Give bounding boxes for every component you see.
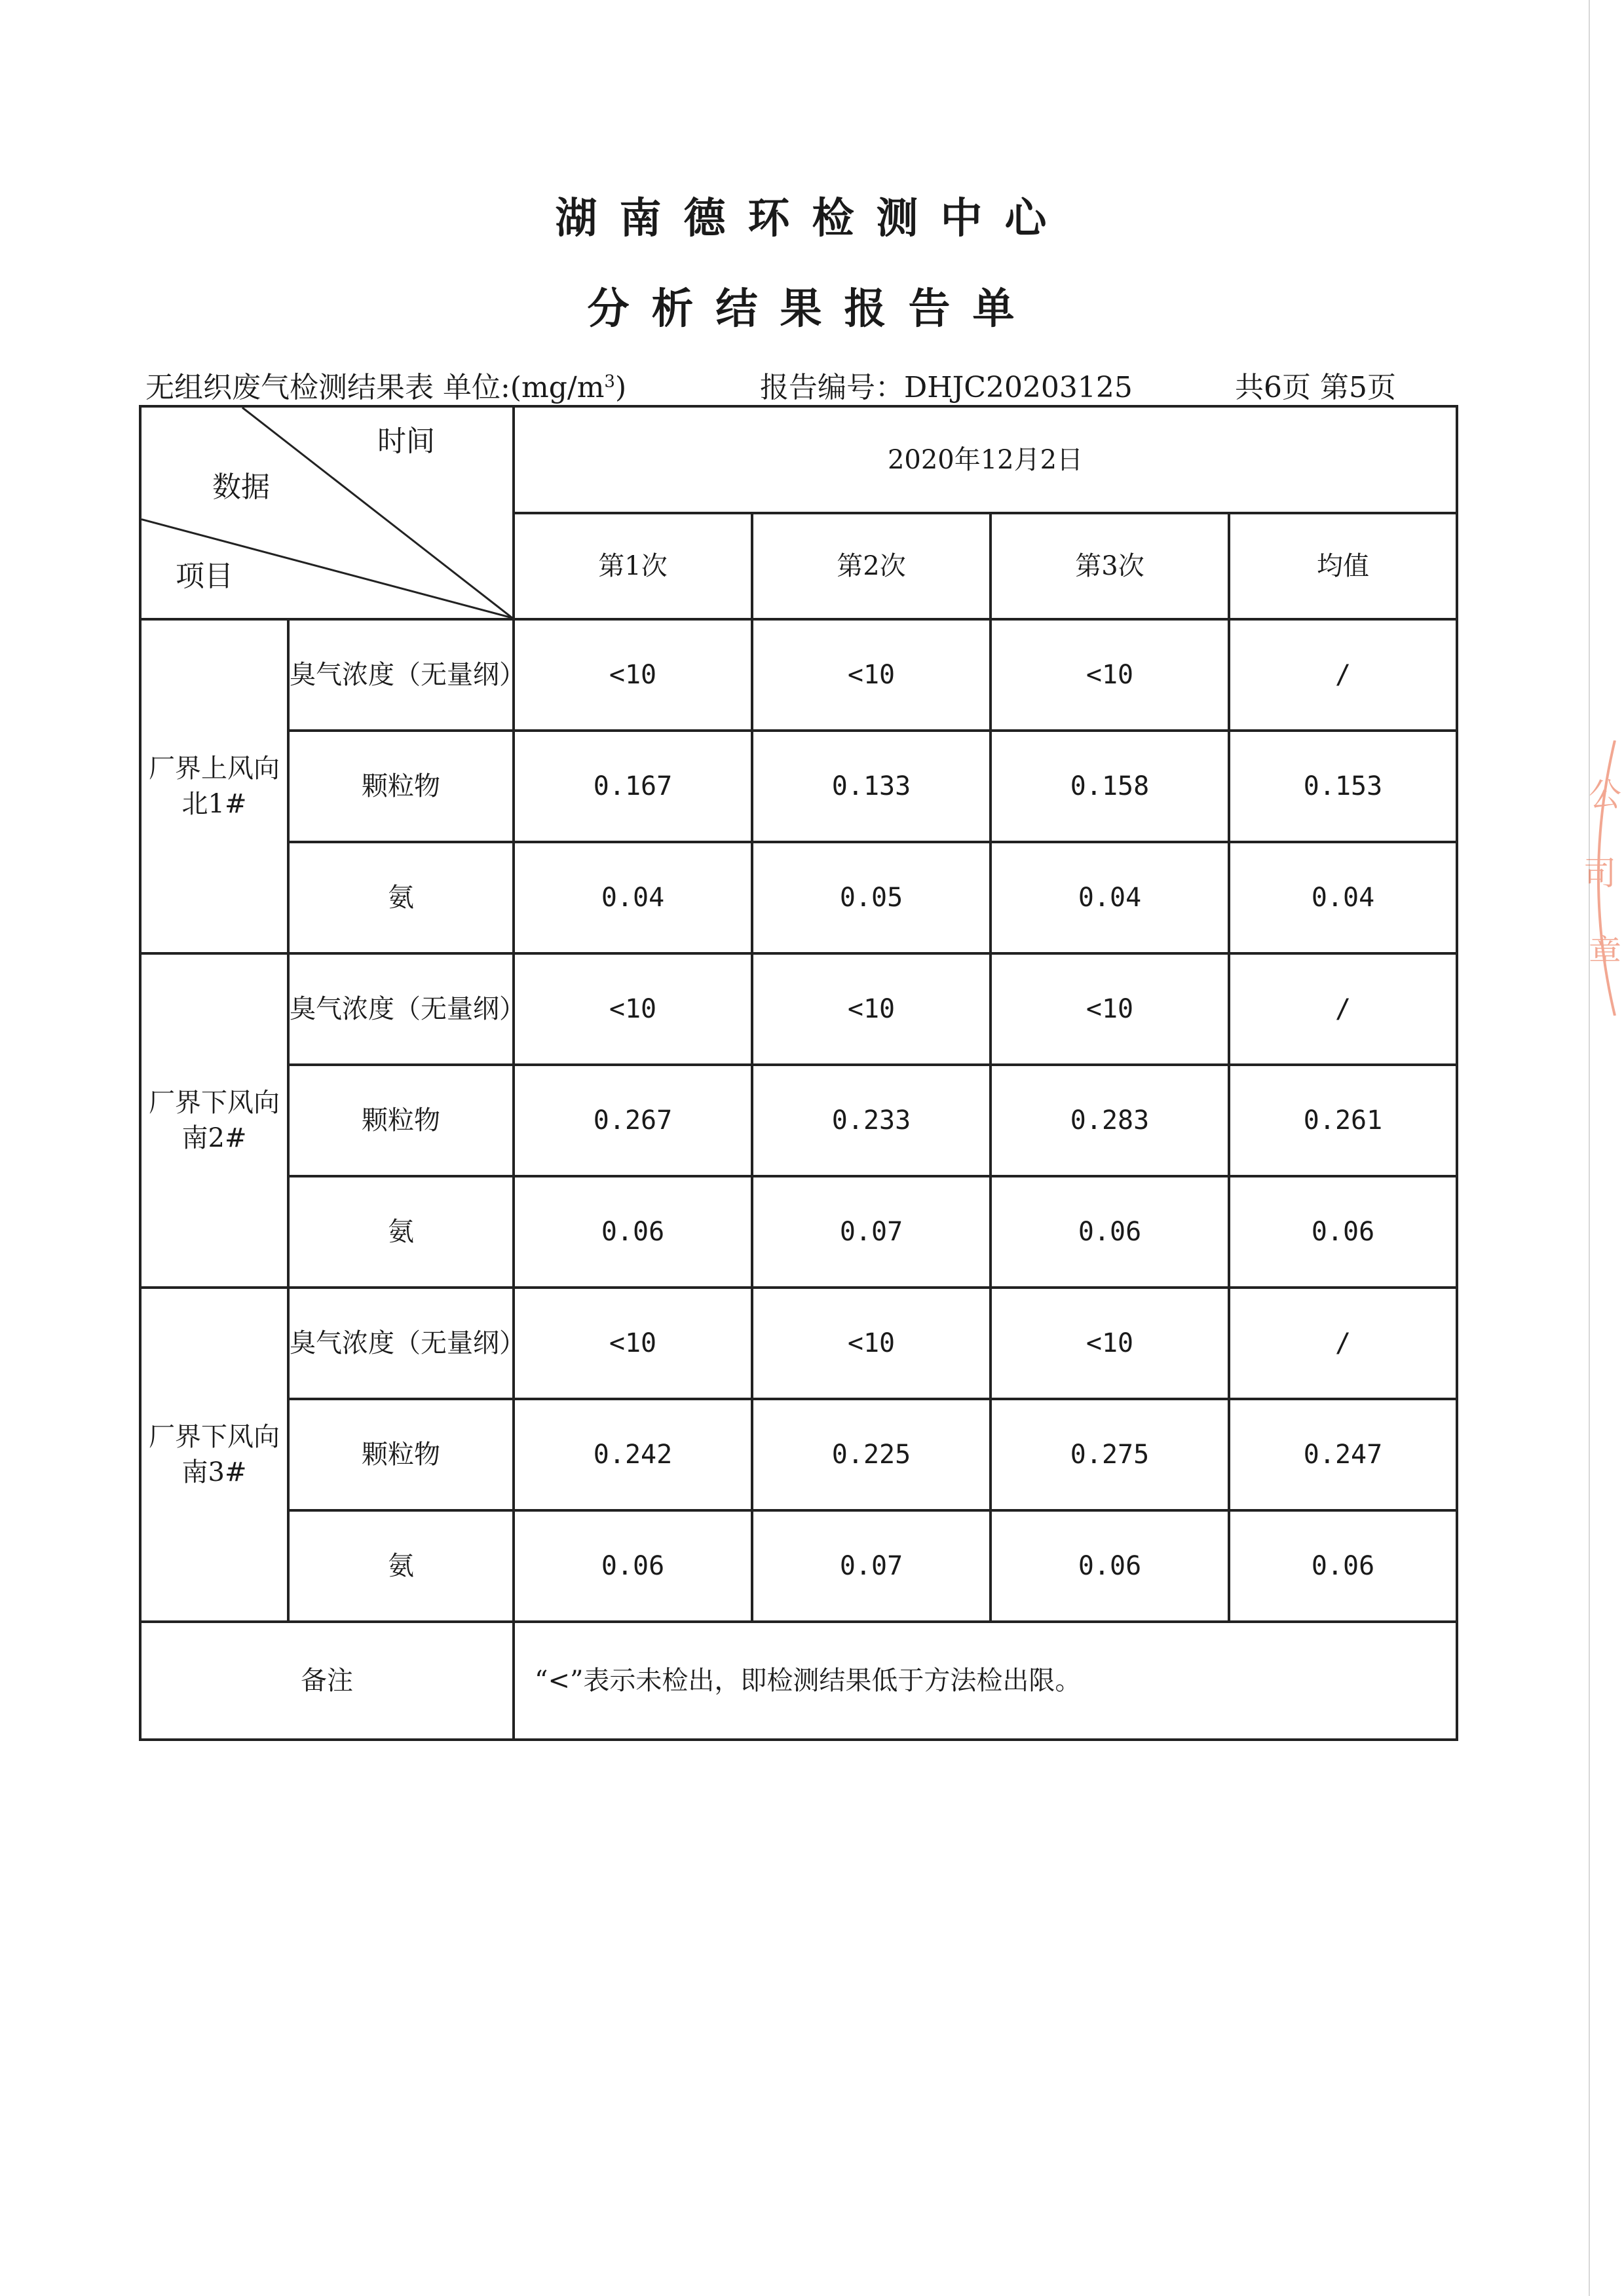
parameter-cell: 氨 <box>288 1510 514 1622</box>
table-row <box>140 1288 1457 1399</box>
parameter-cell: 氨 <box>288 1176 514 1288</box>
report-number-label: 报告编号： <box>760 371 904 404</box>
value-cell: <10 <box>752 953 991 1065</box>
value-cell: 0.05 <box>752 842 991 953</box>
value-cell: <10 <box>514 619 752 731</box>
table-row <box>140 1065 1457 1176</box>
value-cell: 0.158 <box>991 731 1229 842</box>
value-cell: <10 <box>991 619 1229 731</box>
corner-data-label: 数据 <box>212 470 270 504</box>
value-cell: <10 <box>752 1288 991 1399</box>
report-number <box>760 364 1133 406</box>
value-cell: 0.153 <box>1229 731 1457 842</box>
company-seal-fragment <box>1569 740 1621 1016</box>
value-cell: 0.275 <box>991 1399 1229 1510</box>
table-name-text: 无组织废气检测结果表 单位:(mg/m <box>145 371 605 404</box>
value-cell: 0.06 <box>514 1510 752 1622</box>
value-cell: / <box>1229 953 1457 1065</box>
org-title: 湖南德环检测中心 <box>555 194 1069 243</box>
svg-text:司: 司 <box>1583 854 1616 892</box>
value-cell: 0.06 <box>991 1510 1229 1622</box>
table-name <box>145 364 626 406</box>
value-cell: 0.04 <box>1229 842 1457 953</box>
value-cell: 0.225 <box>752 1399 991 1510</box>
value-cell: <10 <box>514 953 752 1065</box>
value-cell: / <box>1229 619 1457 731</box>
parameter-cell: 臭气浓度（无量纲） <box>288 619 514 731</box>
value-cell: 0.247 <box>1229 1399 1457 1510</box>
remark-label: 备注 <box>140 1622 514 1740</box>
location-cell: 厂界下风向南3# <box>140 1288 288 1622</box>
value-cell: 0.04 <box>514 842 752 953</box>
value-cell: 0.07 <box>752 1176 991 1288</box>
remark-row <box>140 1622 1457 1740</box>
table-row <box>140 619 1457 731</box>
value-cell: 0.06 <box>991 1176 1229 1288</box>
parameter-cell: 臭气浓度（无量纲） <box>288 953 514 1065</box>
corner-time-label: 时间 <box>377 425 435 458</box>
value-cell: 0.267 <box>514 1065 752 1176</box>
value-cell: 0.242 <box>514 1399 752 1510</box>
value-cell: <10 <box>752 619 991 731</box>
value-cell: 0.283 <box>991 1065 1229 1176</box>
value-cell: 0.06 <box>514 1176 752 1288</box>
column-header: 第3次 <box>991 513 1229 619</box>
parameter-cell: 颗粒物 <box>288 1065 514 1176</box>
value-cell: 0.06 <box>1229 1176 1457 1288</box>
table-row <box>140 842 1457 953</box>
value-cell: 0.06 <box>1229 1510 1457 1622</box>
corner-cell <box>140 406 514 619</box>
parameter-cell: 臭气浓度（无量纲） <box>288 1288 514 1399</box>
value-cell: 0.233 <box>752 1065 991 1176</box>
value-cell: 0.261 <box>1229 1065 1457 1176</box>
svg-text:章: 章 <box>1589 933 1621 971</box>
location-cell: 厂界上风向北1# <box>140 619 288 953</box>
column-header: 第1次 <box>514 513 752 619</box>
seal-arc <box>1569 740 1621 1016</box>
value-cell: <10 <box>514 1288 752 1399</box>
value-cell: / <box>1229 1288 1457 1399</box>
results-table <box>139 405 1458 1741</box>
date-header: 2020年12月2日 <box>514 406 1457 513</box>
corner-item-label: 项目 <box>176 560 233 593</box>
svg-text:公: 公 <box>1589 776 1621 814</box>
value-cell: <10 <box>991 1288 1229 1399</box>
value-cell: 0.04 <box>991 842 1229 953</box>
header-row-date <box>140 406 1457 513</box>
page-edge-line <box>1589 0 1590 2296</box>
parameter-cell: 颗粒物 <box>288 731 514 842</box>
column-header: 第2次 <box>752 513 991 619</box>
report-title: 分析结果报告单 <box>587 284 1037 334</box>
parameter-cell: 氨 <box>288 842 514 953</box>
value-cell: 0.133 <box>752 731 991 842</box>
table-row <box>140 731 1457 842</box>
value-cell: <10 <box>991 953 1229 1065</box>
report-number-value: DHJC20203125 <box>904 371 1133 404</box>
value-cell: 0.07 <box>752 1510 991 1622</box>
value-cell: 0.167 <box>514 731 752 842</box>
table-row <box>140 953 1457 1065</box>
table-row <box>140 1510 1457 1622</box>
column-header: 均值 <box>1229 513 1457 619</box>
table-row <box>140 1399 1457 1510</box>
unit-superscript: 3 <box>604 372 615 392</box>
page-count: 共6页 第5页 <box>1235 371 1396 404</box>
unit-close: ) <box>614 371 627 404</box>
remark-text: “<”表示未检出，即检测结果低于方法检出限。 <box>514 1622 1457 1740</box>
parameter-cell: 颗粒物 <box>288 1399 514 1510</box>
location-cell: 厂界下风向南2# <box>140 953 288 1288</box>
table-row <box>140 1176 1457 1288</box>
